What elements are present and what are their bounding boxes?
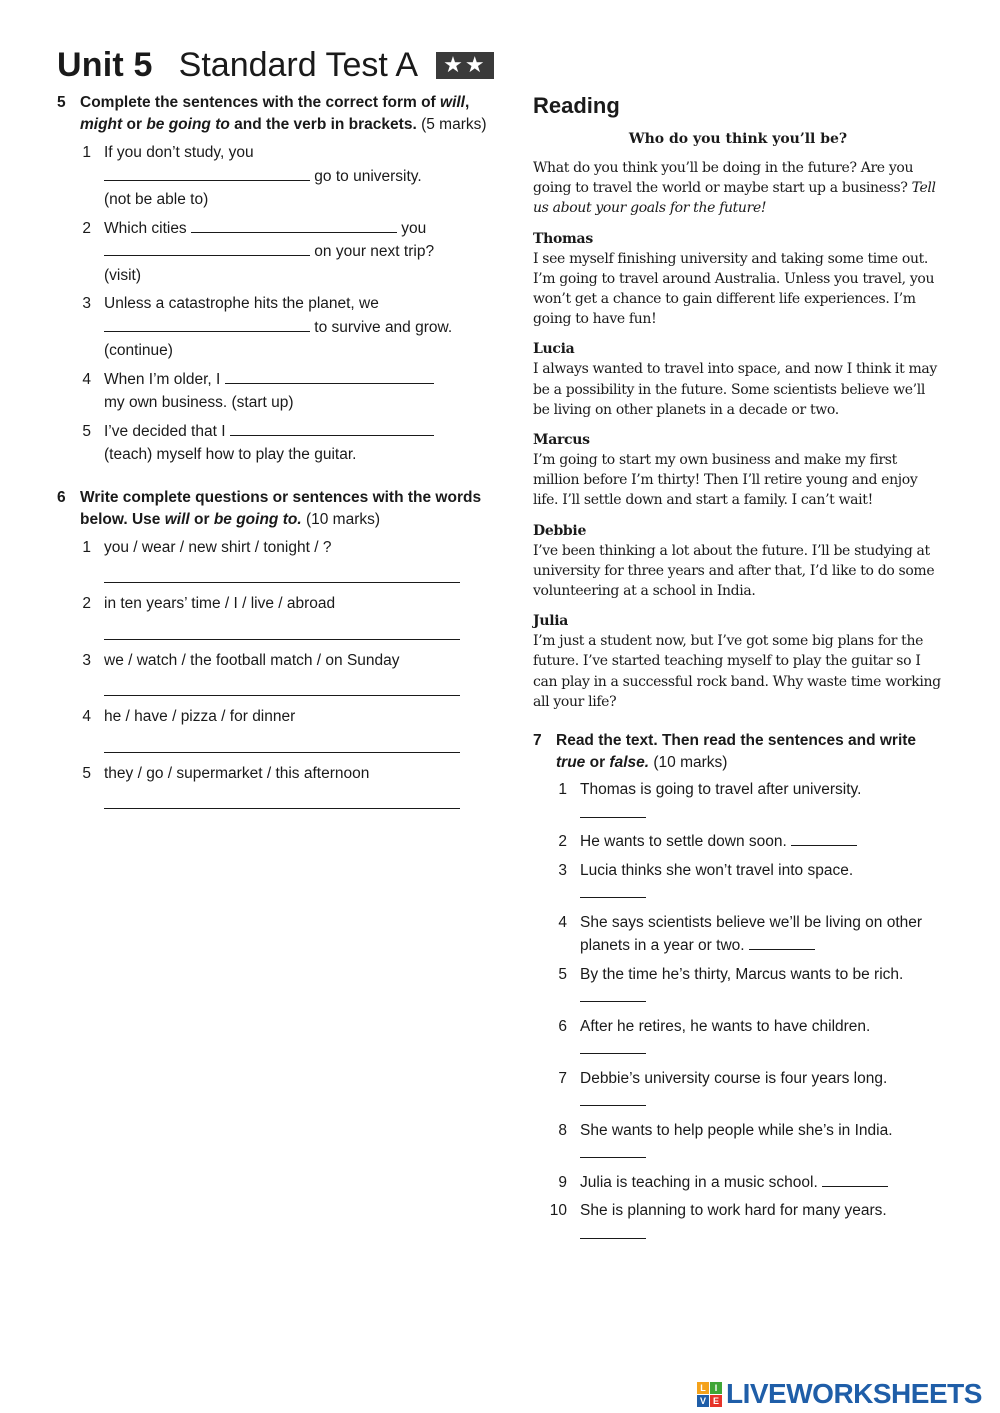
- answer-line[interactable]: [104, 616, 460, 640]
- person-text: I’ve been thinking a lot about the future. I’ll be studying at university for three years and after that, I’d like to do some volunteering at a school in India.: [533, 542, 935, 600]
- logo-letter: V: [697, 1395, 709, 1407]
- person-name: Marcus: [533, 432, 590, 449]
- answer-blank[interactable]: [749, 936, 815, 950]
- true-false-item: 1 Thomas is going to travel after university.: [533, 778, 943, 825]
- exercise-number: 5: [57, 94, 66, 111]
- reading-intro: What do you think you’ll be doing in the future? Are you going to travel the world or maybe start up a business? Tell us about your goals for the future!: [533, 160, 936, 217]
- true-false-item: 6 After he retires, he wants to have children.: [533, 1015, 943, 1062]
- logo-text: LIVEWORKSHEETS: [726, 1378, 982, 1409]
- answer-blank[interactable]: [580, 1092, 646, 1106]
- person-text: I’m going to start my own business and make my first million before I’m thirty! Then I’ll retire young and enjoy life. I’ll settle down and start a family. I can’t wait!: [533, 452, 918, 509]
- true-false-item: 9 Julia is teaching in a music school.: [533, 1171, 943, 1195]
- sentence-item: 1 you / wear / new shirt / tonight / ?: [57, 536, 487, 584]
- answer-blank[interactable]: [580, 1225, 646, 1239]
- unit-title: Unit 5: [57, 46, 153, 84]
- gap-fill-item: 2 Which cities you on your next trip? (visit): [82, 219, 435, 284]
- reading-heading: Reading: [533, 93, 620, 118]
- person-text: I always wanted to travel into space, and now I think it may be a possibility in the future. Some scientists believe we’ll be living on other planets in a decade or two.: [533, 361, 937, 418]
- gap-fill-item: 5 I’ve decided that I (teach) myself how to play the guitar.: [57, 420, 487, 467]
- person-name: Lucia: [533, 341, 575, 358]
- answer-blank[interactable]: [580, 1144, 646, 1158]
- logo-letter: I: [710, 1382, 722, 1394]
- exercise-6-instructions: 6 Write complete questions or sentences with the words below. Use will or be going to. (10 marks): [57, 488, 482, 528]
- sentence-item: 4 he / have / pizza / for dinner: [57, 705, 487, 753]
- gap-fill-item: 4 When I’m older, I my own business. (start up): [57, 368, 487, 415]
- true-false-item: 4 She says scientists believe we’ll be living on other planets in a year or two.: [558, 913, 923, 955]
- difficulty-stars: ★★: [436, 52, 493, 79]
- person-text: I’m just a student now, but I’ve got some big plans for the future. I’ve started teaching myself to play the guitar so I can play in a successful rock band. Why waste time working all your life?: [533, 633, 941, 710]
- exercise-5-items: [57, 141, 487, 467]
- true-false-item: 2 He wants to settle down soon.: [533, 830, 943, 854]
- page-header: [57, 46, 494, 85]
- exercise-number: 6: [57, 488, 66, 506]
- sentence-item: 5 they / go / supermarket / this afternoon: [57, 762, 487, 810]
- true-false-item: 3 Lucia thinks she won’t travel into space.: [533, 859, 943, 906]
- test-title: Standard Test A: [178, 46, 419, 84]
- answer-line[interactable]: [104, 559, 460, 583]
- logo-icon: [697, 1382, 722, 1407]
- person-name: Julia: [533, 613, 569, 630]
- answer-blank[interactable]: [580, 1040, 646, 1054]
- answer-line[interactable]: [104, 785, 460, 809]
- right-column: [533, 92, 943, 1246]
- answer-blank[interactable]: [791, 832, 857, 846]
- answer-blank[interactable]: [225, 370, 434, 384]
- gap-fill-item: 3 Unless a catastrophe hits the planet, we to survive and grow. (continue): [82, 295, 453, 359]
- answer-blank[interactable]: [580, 884, 646, 898]
- true-false-item: 8 She wants to help people while she’s in India.: [533, 1119, 943, 1166]
- sentence-item: 3 we / watch / the football match / on Sunday: [57, 649, 487, 697]
- exercise-6-items: [57, 536, 487, 810]
- true-false-item: 7 Debbie’s university course is four years long.: [533, 1067, 943, 1114]
- answer-blank[interactable]: [230, 422, 434, 436]
- exercise-5-instructions: 5 Complete the sentences with the correct form of will, might or be going to and the verb in brackets. (5 marks): [57, 94, 487, 133]
- answer-blank[interactable]: [104, 167, 310, 181]
- logo-letter: L: [697, 1382, 709, 1394]
- person-text: I see myself finishing university and taking some time out. I’m going to travel around Australia. Unless you travel, you won’t get a chance to gain different life experiences. I’m going to have fun!: [533, 250, 935, 328]
- exercise-7-instructions: 7 Read the text. Then read the sentences and write true or false. (10 marks): [533, 732, 917, 772]
- answer-blank[interactable]: [580, 804, 646, 818]
- person-name: Thomas: [533, 230, 593, 247]
- answer-line[interactable]: [104, 672, 460, 696]
- answer-line[interactable]: [104, 729, 460, 753]
- answer-blank[interactable]: [104, 318, 310, 332]
- exercise-7-items: [533, 778, 943, 1246]
- gap-fill-item: 1 If you don’t study, you go to university. (not be able to): [82, 144, 422, 208]
- left-column: [57, 92, 487, 809]
- answer-blank[interactable]: [104, 242, 310, 256]
- true-false-item: 5 By the time he’s thirty, Marcus wants to be rich.: [533, 963, 943, 1010]
- true-false-item: 10 She is planning to work hard for many years.: [533, 1199, 943, 1246]
- answer-blank[interactable]: [580, 988, 646, 1002]
- logo-letter: E: [710, 1395, 722, 1407]
- answer-blank[interactable]: [191, 219, 397, 233]
- reading-text-title: Who do you think you’ll be?: [628, 131, 848, 147]
- sentence-item: 2 in ten years’ time / I / live / abroad: [57, 592, 487, 640]
- exercise-number: 7: [533, 732, 542, 750]
- liveworksheets-logo: [697, 1378, 982, 1410]
- person-name: Debbie: [533, 522, 587, 539]
- answer-blank[interactable]: [822, 1173, 888, 1187]
